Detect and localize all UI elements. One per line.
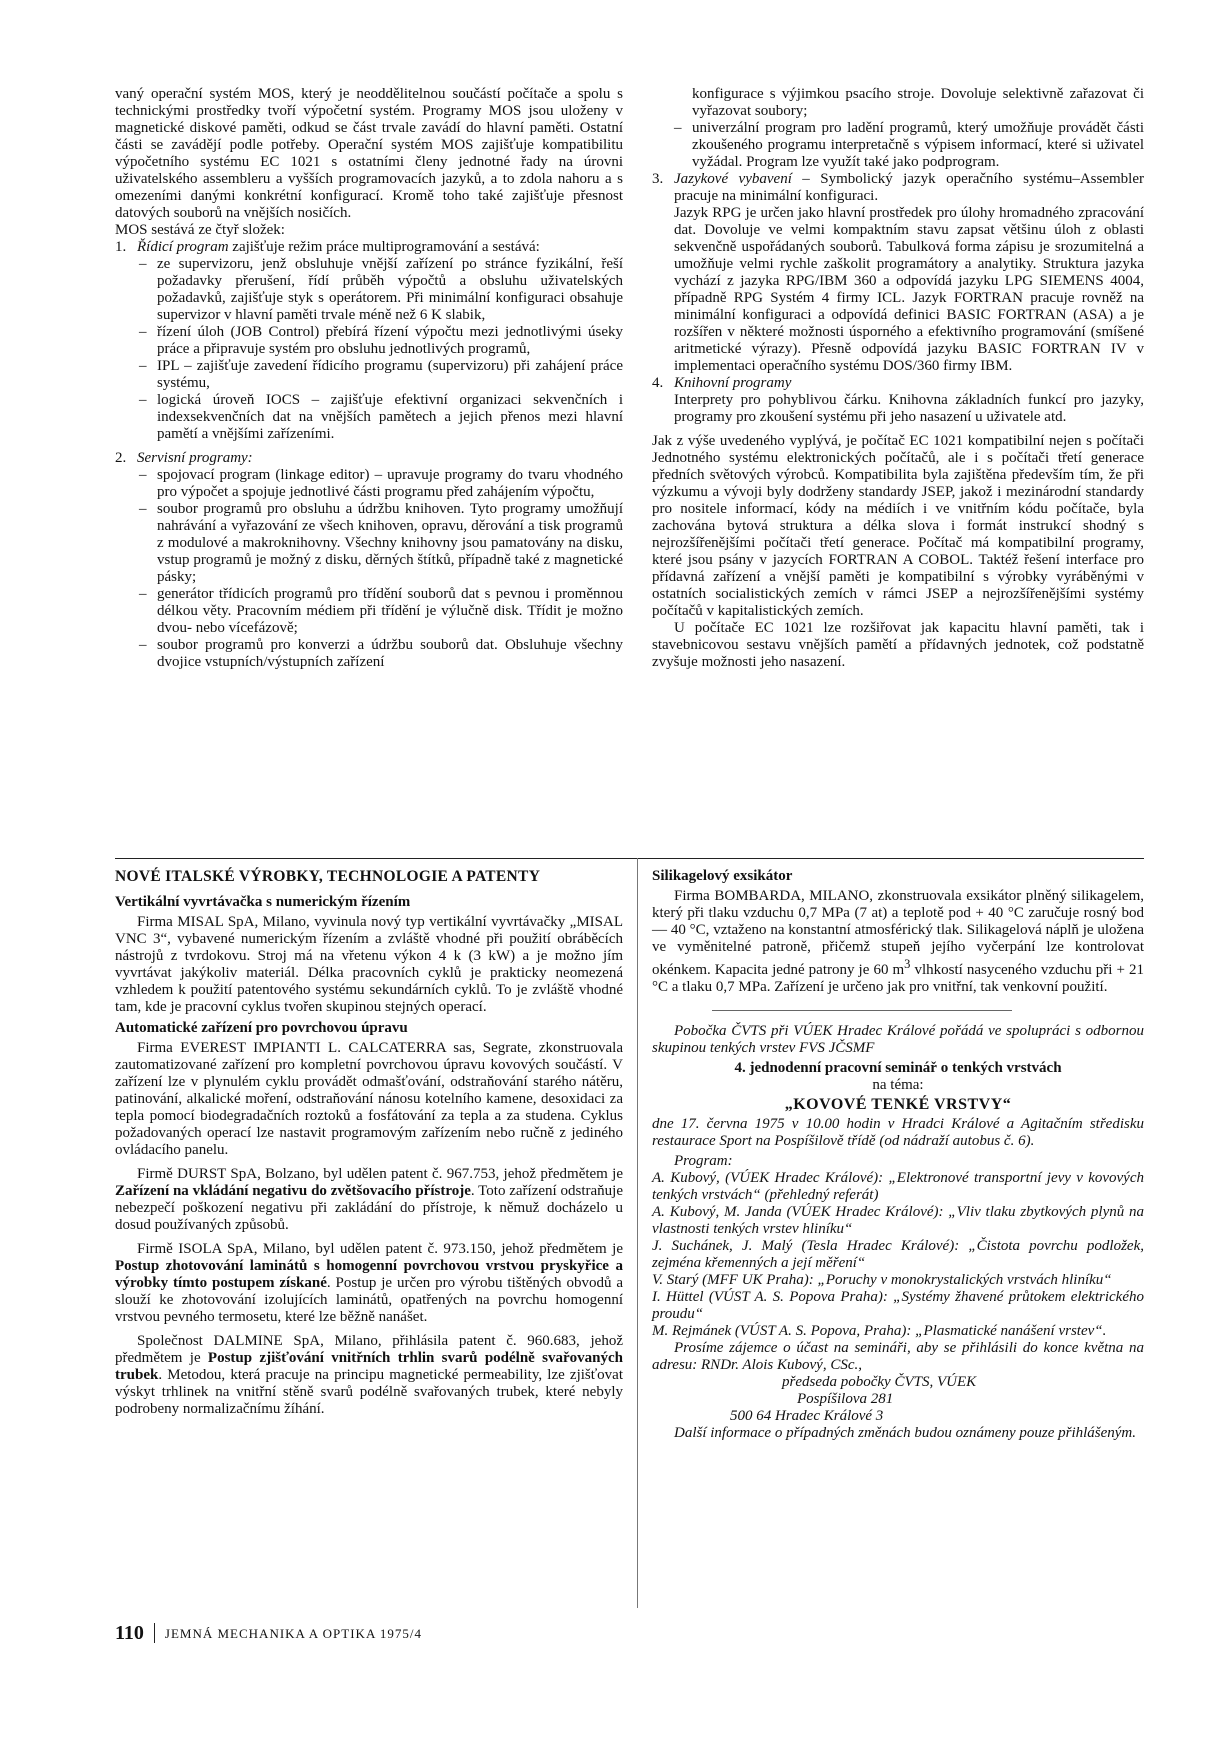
divider: [712, 1010, 1012, 1011]
subheading: Silikagelový exsikátor: [652, 868, 793, 884]
program-item: J. Suchánek, J. Malý (Tesla Hradec Králové): „Čistota povrchu podložek, zejména křemenných a její měření“: [652, 1238, 1144, 1271]
dash-item: – ze supervizoru, jenž obsluhuje vnější zařízení po stránce fyzikální, řeší požadavky přerušení, řídí průběh výpočtů a obsluhu uživatelských požadavků, zajišťuje styk s operátorem. Při minimální konfiguraci obsahuje supervizor v hlavní paměti trvale méně než 6 K slabik,: [139, 256, 623, 324]
program-label: Program:: [674, 1153, 733, 1169]
seminar-topic: „KOVOVÉ TENKÉ VRSTVY“: [784, 1096, 1012, 1113]
component-list: [115, 239, 623, 671]
list-item: [652, 375, 1144, 426]
right-column-top: [652, 86, 1144, 671]
item-title: Jazykové vybavení: [674, 171, 792, 187]
paragraph: U počítače EC 1021 lze rozšiřovat jak kapacitu hlavní paměti, tak i stavebnicovou sestavu vnějších pamětí a přídavných jednotek, což podstatně zvyšuje možnosti jeho nasazení.: [652, 620, 1144, 670]
superscript: 3: [904, 957, 911, 971]
section-divider: [115, 858, 1144, 859]
paragraph: Jazyk RPG je určen jako hlavní prostředek pro úlohy hromadného zpracování dat. Dovoluje ve velmi kompaktním stavu zapsat většinu úloh z oblasti sekvenčně uspořádaných souborů. Tabulková forma zápisu je srozumitelná a umožňuje velmi rychle zaškolit programátory a analytiky. Struktura jazyka vychází z jazyka RPG/IBM 360 a odpovídá jazyku LPG SIEMENS 4004, případně RPG Systém 4 firmy ICL. Jazyk FORTRAN pracuje rovněž na minimální konfiguraci a odpovídá definici BASIC FORTRAN (ASA) a je rozšířen v některé možnosti úsporného a efektivního programování (smíšené aritmetické výrazy). Přesně odpovídá jazyku BASIC FORTRAN IV v implementaci operačního systému DOS/360 firmy IBM.: [674, 205, 1144, 374]
list-item: [115, 239, 623, 443]
dash-item: – logická úroveň IOCS – zajišťuje efektivní organizaci sekvenčních i indexsekvenčních dat na vnějších pamětech a jejich přenos mezi hlavní pamětí a vnějšími zařízeními.: [139, 392, 623, 443]
dash-list: [137, 467, 623, 671]
text-run: . Postup je určen pro výrobu tištěných obvodů a slouží ke zhotovování izolujících laminátů, opatřených na povrchu homogenní vrstvou pevného termosetu, které lze běžně nanášet.: [115, 1275, 623, 1325]
dash-list: [137, 256, 623, 443]
program-item: M. Rejmánek (VÚST A. S. Popova, Praha): „Plasmatické nanášení vrstev“.: [652, 1323, 1107, 1339]
address-line: předseda pobočky ČVTS, VÚEK: [782, 1374, 977, 1390]
dash-item: – řízení úloh (JOB Control) přebírá řízení výpočtu mezi jednotlivými úseky práce a připravuje systém pro obsluhu jednotlivých programů,: [139, 324, 623, 358]
text-run: Společnost DALMINE SpA, Milano, přihlásila patent č. 960.683, jehož předmětem je: [115, 1333, 623, 1366]
final-note: Další informace o případných změnách budou oznámeny pouze přihlášeným.: [674, 1425, 1137, 1441]
dash-list: [652, 120, 1144, 171]
text-run: Firma BOMBARDA, MILANO, zkonstruovala exsikátor plněný silikagelem, který při tlaku vzduchu 0,7 MPa (7 at) a teplotě pod + 40 °C zaručuje rosný bod — 40 °C, vztaženo na konstantní atmosférický tlak. Silikagelová náplň je uložena ve vyměnitelné patroně, přičemž stupeň jejího vyčerpání lze kontrolovat okénkem. Kapacita jedné patrony je 60 m: [652, 888, 1144, 978]
paragraph: MOS sestává ze čtyř složek:: [115, 222, 285, 238]
text-run: Firmě DURST SpA, Bolzano, byl udělen patent č. 967.753, jehož předmětem je: [137, 1166, 623, 1182]
footer-divider: [154, 1623, 155, 1643]
program-item: V. Starý (MFF UK Praha): „Poruchy v monokrystalických vrstvách hliníku“: [652, 1272, 1112, 1288]
item-number: 4.: [652, 375, 664, 391]
dash-item: – spojovací program (linkage editor) – upravuje programy do tvaru vhodného pro výpočet a spojuje jednotlivé části programu před zahájením výpočtu,: [139, 467, 623, 501]
bold-run: Zařízení na vkládání negativu do zvětšovacího přístroje: [115, 1183, 471, 1199]
list-item: [652, 171, 1144, 375]
section-title: NOVÉ ITALSKÉ VÝROBKY, TECHNOLOGIE A PATENTY: [115, 868, 541, 885]
paragraph: Firma EVEREST IMPIANTI L. CALCATERRA sas, Segrate, zkonstruovala zautomatizované zařízení pro kompletní povrchovou úpravu kovových součástí. V zařízení lze v plynulém cyklu provádět odmašťování, odstraňování starého nátěru, patinování, alkalické moření, odstraňování nánosu kotelního kamene, desoxidaci za tepla pomocí biodegradačních roztoků a fosfátování za tepla a za studena. Cyklus požadovaných operací lze nastavit programovým zařízením nebo ručně z jediného ovládacího panelu.: [115, 1040, 623, 1158]
list-item: [115, 450, 623, 671]
journal-name: JEMNÁ MECHANIKA A OPTIKA 1975/4: [164, 1625, 422, 1641]
program-item: A. Kubový, (VÚEK Hradec Králové): „Elektronové transportní jevy v kovových tenkých vrstvách“ (přehledný referát): [652, 1170, 1144, 1203]
item-number: 3.: [652, 171, 664, 187]
registration-request: Prosíme zájemce o účast na semináři, aby se přihlásili do konce května na adresu: RNDr. Alois Kubový, CSc.,: [652, 1340, 1144, 1373]
page-footer: [115, 1623, 422, 1643]
item-text: zajišťuje režim práce multiprogramování a sestává:: [228, 239, 540, 255]
paragraph: [115, 1333, 623, 1418]
seminar-date: dne 17. června 1975 v 10.00 hodin v Hradci Králové a Agitačním středisku restaurace Sport na Pospíšilově třídě (od nádraží autobus č. 6).: [652, 1116, 1144, 1149]
seminar-title: 4. jednodenní pracovní seminář o tenkých vrstvách: [734, 1060, 1062, 1076]
continued-text: konfigurace s výjimkou psacího stroje. Dovoluje selektivně zařazovat či vyřazovat soubory;: [692, 86, 1144, 119]
bold-run: Postup zhotovování laminátů s homogenní povrchovou vrstvou pryskyřice a výrobky tímto postupem získané: [115, 1258, 623, 1291]
component-list: [652, 171, 1144, 426]
program-list: [652, 1170, 1144, 1340]
item-number: 1.: [115, 239, 127, 255]
paragraph: [115, 1241, 623, 1326]
page-number: 110: [115, 1621, 144, 1644]
subheading: Automatické zařízení pro povrchovou úpravu: [115, 1020, 408, 1036]
news-column: [115, 868, 623, 1418]
text-run: . Toto zařízení odstraňuje nebezpečí poškození negativu při zakládání do přístroje, k němuž docházelo u dosud používaných způsobů.: [115, 1183, 623, 1233]
text-run: . Metodou, která pracuje na principu magnetické permeability, lze zjišťovat výskyt trhlinek na vnitřní stěně svarů podélně svařovaných trubek, které nebyly podrobeny normalizačnímu žíhání.: [115, 1367, 623, 1417]
paragraph: Firma MISAL SpA, Milano, vyvinula nový typ vertikální vyvrtávačky „MISAL VNC 3“, vybavené numerickým řízením a zvláště vhodné při použití obráběcích nástrojů z tvrdokovu. Stroj má na vřetenu výkon 4 k (3 kW) a je možno jím vyvrtávat jakýkoliv materiál. Délka pracovních cyklů je prakticky neomezená vzhledem k použití patentového systému sekundárních cyklů. To je zvláště vhodné tam, kde je pracovní cyklus tvořen skupinou stejných operací.: [115, 914, 623, 1015]
seminar-topic-label: na téma:: [872, 1077, 924, 1093]
address-line: Pospíšilova 281: [797, 1391, 894, 1407]
announcement-column: [652, 868, 1144, 1442]
paragraph: [652, 888, 1144, 996]
item-title: Servisní programy:: [137, 450, 253, 466]
paragraph: vaný operační systém MOS, který je neoddělitelnou součástí počítače a spolu s technickými prostředky tvoří výpočetní systém. Programy MOS jsou uloženy v magnetické diskové paměti, odkud se část trvale zavádí do hlavní paměti. Ostatní části se zavádějí podle potřeby. Operační systém MOS zajišťuje kompatibilitu výpočetního systému EC 1021 s ostatními členy jednotné řady na úrovni uživatelského assembleru a vyšších programovacích jazyků, a to zdola nahoru a s omezeními danými konkrétní konfigurací. Kromě toho také zajišťuje přesnost datových souborů na vnějších nosičích.: [115, 86, 623, 221]
text-run: vlhkostí nasyceného vzduchu při + 21 °C a tlaku 0,7 MPa. Zařízení je určeno jak pro vnitřní, tak venkovní použití.: [652, 962, 1145, 995]
item-text: – Symbolický jazyk operačního systému–Assembler pracuje na minimální konfiguraci.: [674, 171, 1144, 204]
bold-run: Postup zjišťování vnitřních trhlin svarů podélně svařovaných trubek: [115, 1350, 623, 1383]
item-number: 2.: [115, 450, 127, 466]
dash-item: – soubor programů pro obsluhu a údržbu knihoven. Tyto programy umožňují nahrávání a vyřazování ze všech knihoven, opravu, děrování a tisk programů z modulové a makroknihovny. Všechny knihovny jsou pamatovány na disku, vstup programů je možný z disku, děrných štítků, případně také z magnetické pásky;: [139, 501, 623, 586]
paragraph: Jak z výše uvedeného vyplývá, je počítač EC 1021 kompatibilní nejen s počítači Jednotného systému elektronických počítačů, ale i s počítači třetí generace předních světových výrobců. Kompatibilita byla zajištěna především tím, že při výzkumu a vývoji byly dodrženy standardy JSEP, jakož i mezinárodní standardy pro nositele informací, kódy na médiích i ve vnitřním kódu počítače, byla zachována bytová struktura a délka slova i formát instrukcí shodný s nejrozšířenějšími počítači třetí generace. Počítač má kompatibilní programy, které jsou psány v jazycích FORTRAN A COBOL. Taktéž řešení interface pro přídavná zařízení a vnější paměti je kompatibilní s výrobky vyráběnými v ostatních socialistických zemích v rámci JSEP a nejrozšířenějšími systémy počítačů v kapitalistických zemích.: [652, 433, 1144, 619]
program-item: A. Kubový, M. Janda (VÚEK Hradec Králové): „Vliv tlaku zbytkových plynů na vlastnosti tenkých vrstev hliníku“: [652, 1204, 1144, 1237]
dash-item: – soubor programů pro konverzi a údržbu souborů dat. Obsluhuje všechny dvojice vstupních/výstupních zařízení: [139, 637, 623, 671]
announcement-intro: Pobočka ČVTS při VÚEK Hradec Králové pořádá ve spolupráci s odbornou skupinou tenkých vrstev FVS JČSMF: [652, 1023, 1144, 1056]
dash-item: – univerzální program pro ladění programů, který umožňuje provádět části zkoušeného programu interpretačně s výpisem informací, které si uživatel vyžádal. Program lze využít také jako podprogram.: [674, 120, 1144, 171]
left-column-top: [115, 86, 623, 671]
column-divider: [637, 858, 638, 1608]
text-run: Firmě ISOLA SpA, Milano, byl udělen patent č. 973.150, jehož předmětem je: [137, 1241, 623, 1257]
paragraph: Interprety pro pohyblivou čárku. Knihovna základních funkcí pro jazyky, programy pro zkoušení systému při jeho nasazení u uživatele atd.: [674, 392, 1144, 425]
item-title: Řídicí program: [137, 239, 229, 255]
item-title: Knihovní programy: [674, 375, 792, 391]
paragraph: [115, 1166, 623, 1234]
dash-item: – IPL – zajišťuje zavedení řídicího programu (supervizoru) při zahájení práce systému,: [139, 358, 623, 392]
subheading: Vertikální vyvrtávačka s numerickým řízením: [115, 894, 411, 910]
dash-item: – generátor třídicích programů pro třídění souborů dat s pevnou i proměnnou délkou věty. Pracovním médiem při třídění je výlučně disk. Třídit je možno dvou- nebo vícefázově;: [139, 586, 623, 637]
program-item: I. Hüttel (VÚST A. S. Popova Praha): „Systémy žhavené průtokem elektrického proudu“: [652, 1289, 1144, 1322]
address-line: 500 64 Hradec Králové 3: [730, 1408, 884, 1424]
